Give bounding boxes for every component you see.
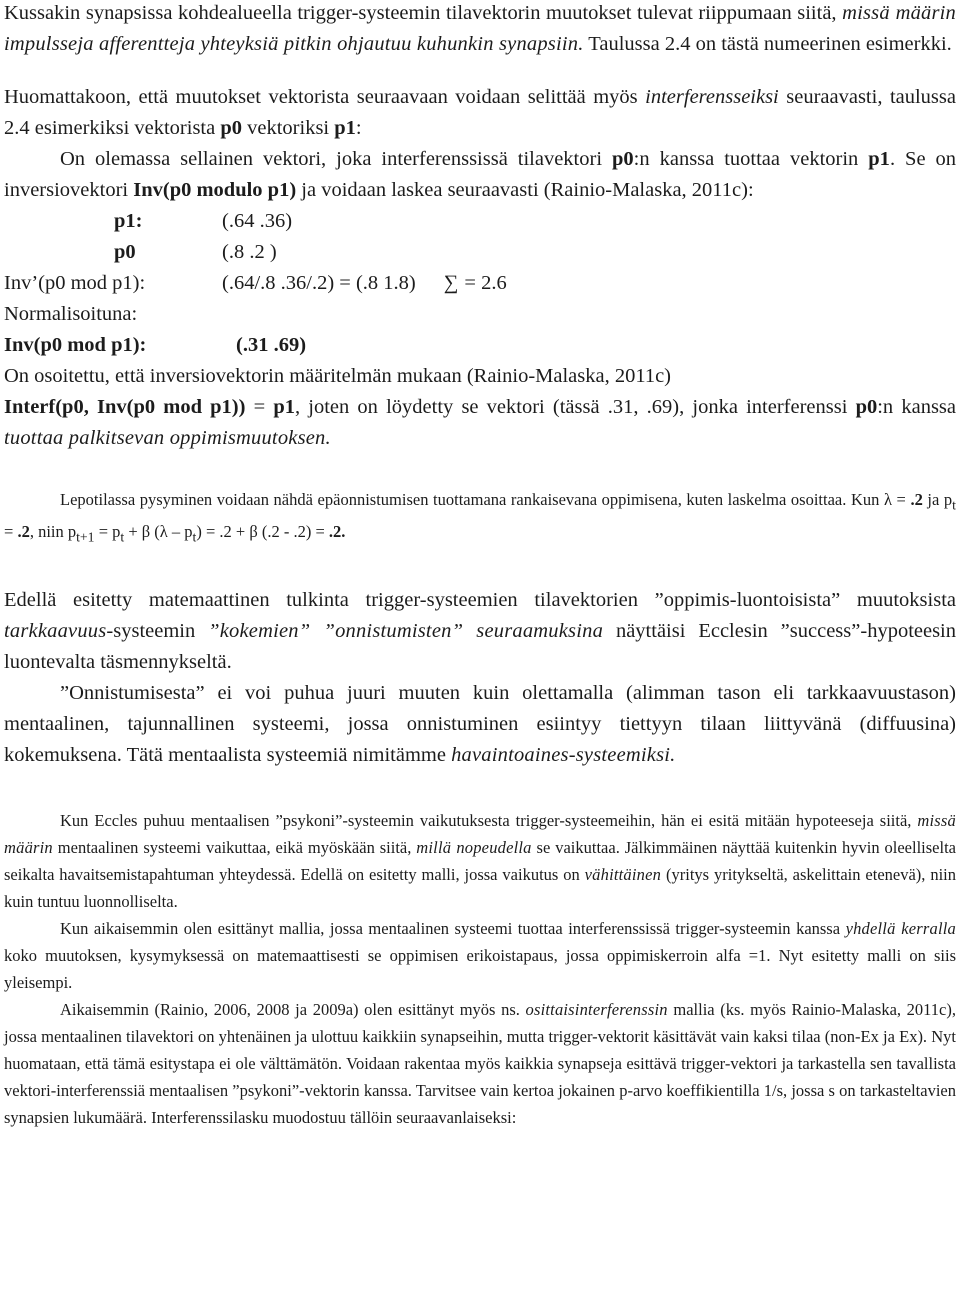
paragraph-interference-note: Huomattakoon, että muutokset vektorista seuraavaan voidaan selittää myös interferensseiksi seuraavasti, taulussa 2.4 esimerkiksi vektorista p0 vektoriksi p1: [4, 86, 956, 139]
paragraph-earlier-model: Kun aikaisemmin olen esittänyt mallia, jossa mentaalinen systeemi tuottaa interferenssissä trigger-systeemin kanssa yhdellä kerralla koko muutoksen, kysymyksessä on matemaattisesti se oppimisen erikoistapaus, jossa oppimiskerroin alfa =1. Nyt esitetty malli on siis yleisempi. [4, 918, 956, 992]
paragraph-mathematical-interpretation: Edellä esitetty matemaattinen tulkinta trigger-systeemien tilavektorien ”oppimis-luontoisista” muutoksista tarkkaavuus-systeemin ”kokemien” ”onnistumisten” seuraamuksina näyttäisi Ecclesin ”success”-hypoteesin luontevalta täsmennykseltä. [4, 588, 957, 673]
paragraph-partial-interference: Aikaisemmin (Rainio, 2006, 2008 ja 2009a) olen esittänyt myös ns. osittaisinterferenssin mallia (ks. myös Rainio-Malaska, 2011c), jossa mentaalinen tilavektori on yhtenäinen ja ulottuu kaikkiin synapseihin, mutta trigger-vektorit käsittävät vain kaksi tilaa (non-Ex ja Ex). Nyt huomataan, että tämä esitystapa ei ole välttämätön. Voidaan rakentaa myös kaikkia synapseja esittävä trigger-vektori ja tarkastella sen tavallista vektori-interferenssiä mentaalisen ”psykoni”-vektorin kanssa. Tarvitsee vain kertoa jokainen p-arvo koeffikientilla 1/s, jossa s on tarkasteltavien synapsien lukumäärä. Interferenssilasku muodostuu tällöin seuraavanlaiseksi: [4, 999, 956, 1127]
paragraph-rest-state: Lepotilassa pysyminen voidaan nähdä epäonnistumisen tuottamana rankaisevana oppimisena, kuten laskelma osoittaa. Kun λ = .2 ja $p_t = .2$, niin $p_{t+1} = p_t + \beta$ $(\lambda - p_t) = .2 + \beta$ (.2 - .2) = .2. [4, 490, 956, 545]
calc-row-p1: p1: (.64 .36) [114, 210, 293, 232]
paragraph-inversion-vector: On olemassa sellainen vektori, joka interferenssissä tilavektori p0:n kanssa tuottaa vektorin p1. Se on inversiovektori Inv(p0 modulo p1) ja voidaan laskea seuraavasti (Rainio-Malaska, 2011c): [4, 148, 957, 201]
calc-row-inv-raw: Inv’(p0 mod p1): (.64/.8 .36/.2) = (.8 1.8) ∑ = 2.6 [4, 268, 956, 299]
calc-row-normalized-label: Normalisoituna: [4, 303, 138, 325]
paragraph-definition: On osoitettu, että inversiovektorin määritelmän mukaan (Rainio-Malaska, 2011c) [4, 365, 672, 387]
paragraph-interference-result: Interf(p0, Inv(p0 mod p1)) = p1, joten on löydetty se vektori (tässä .31, .69), jonka interferenssi p0:n kanssa tuottaa palkitsevan oppimismuutoksen. [4, 396, 956, 449]
sum-sign: ∑ [443, 272, 459, 294]
paragraph-success: ”Onnistumisesta” ei voi puhua juuri muuten kuin olettamalla (alimman tason eli tarkkaavuustason) mentaalinen, tajunnallinen systeemi, jossa onnistuminen esiintyy tiettyyn tilaan liittyvänä (diffuusina) kokemuksena. Tätä mentaalista systeemiä nimitämme havaintoaines-systeemiksi. [4, 681, 956, 766]
calc-row-p0: p0 (.8 .2 ) [114, 241, 277, 263]
paragraph-synapse-intro: Kussakin synapsissa kohdealueella trigger-systeemin tilavektorin muutokset tulevat riippumaan siitä, missä määrin impulsseja afferentteja yhteyksiä pitkin ohjautuu kuhunkin synapsiin. Taulussa 2.4 on tästä numeerinen esimerkki. [4, 2, 956, 55]
paragraph-eccles: Kun Eccles puhuu mentaalisen ”psykoni”-systeemin vaikutuksesta trigger-systeemeihin, hän ei esitä mitään hypoteeseja siitä, missä määrin mentaalinen systeemi vaikuttaa, eikä myöskään siitä, millä nopeudella se vaikuttaa. Jälkimmäinen näyttää kuitenkin hyvin oleelliselta seikalta havaitsemistapahtuman yhteydessä. Edellä on esitetty malli, jossa vaikutus on vähittäinen (yritys yritykseltä, askelittain etenevä), niin kuin tuntuu luonnolliselta. [4, 810, 956, 911]
calc-row-inv-normalized: Inv(p0 mod p1): (.31 .69) [4, 334, 307, 356]
